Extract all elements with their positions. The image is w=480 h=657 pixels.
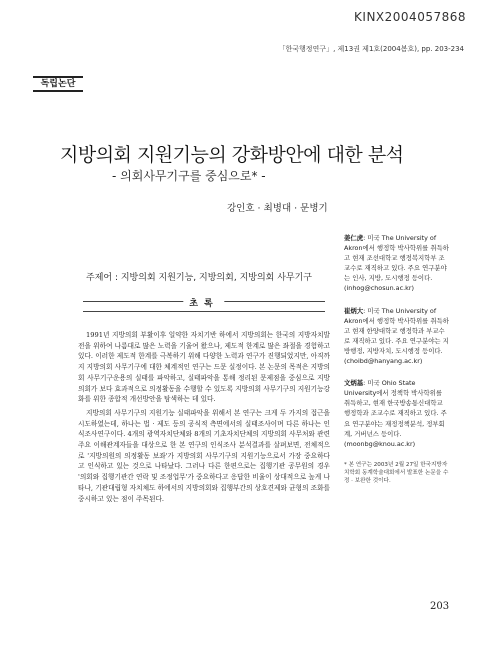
abstract-rule-bottom	[83, 311, 325, 312]
paper-title: 지방의회 지원기능의 강화방안에 대한 분석	[60, 144, 404, 166]
author-bio-text: : 미국 The University of Akron에서 행정학 박사학위를 취득하고 현재 조선대학교 행정복지학부 조교수로 재직하고 있다. 주요 연구분야는 인사, 지방, 도시행정 등이다.	[344, 234, 449, 283]
author-bio-email: (choibd@hanyang.ac.kr)	[344, 357, 423, 366]
keywords	[86, 270, 312, 283]
abstract-heading: 초록	[183, 296, 224, 309]
author-bio-text: : 미국 Ohio State University에서 정책학 박사학위를 취득하고, 현재 한국방송통신대학교 행정학과 조교수로 재직하고 있다. 주요 연구분야는 재정정책분석, 정부회계, 거버넌스 등이다.	[344, 379, 447, 438]
author-bio-name: 文炳基	[344, 379, 364, 388]
abstract-header	[83, 294, 325, 318]
footnote: * 본 연구는 2003년 2월 27일 한국지방자치학회 동계학술대회에서 발표한 논문을 수정 · 보완한 것이다.	[344, 461, 449, 485]
author-bios	[344, 233, 449, 485]
page-number: 203	[430, 601, 450, 612]
author-bio-email: (inhog@chosun.ac.kr)	[344, 284, 414, 293]
author-bio-email: (moonbg@knou.ac.kr)	[344, 439, 416, 448]
keyword-item: 지방의회	[199, 273, 234, 283]
document-id: KINX2004057868	[354, 10, 466, 24]
keywords-label: 주제어 :	[86, 273, 118, 283]
author-bio	[344, 233, 449, 294]
author-list: 강인호 · 최병대 · 문병기	[227, 203, 328, 214]
abstract-paragraph: 지방의회 사무기구의 지원기능 실태파악을 위해서 본 연구는 크게 두 가지의 접근을 시도하였는데, 하나는 법 · 제도 등의 공식적 측면에서의 실태조사이며 다른 하나는 인식조사연구이다. 4개의 광역자치단체와 8개의 기초자치단체의 지방의회 사무처와 관련 주요 이해관계자들을 대상으로 한 본 연구의 인식조사 분석결과를 살펴보면, 전체적으로 '지방의원의 의정활동 보좌'가 지방의회 사무기구의 지원기능으로서 가장 중요하다고 인식하고 있는 것으로 나타났다. 그러나 다른 한편으로는 집행기관 공무원의 경우 '의회와 집행기관간 연락 및 조정업무'가 중요하다고 응답한 비율이 상대적으로 높게 나타나, 기관대립형 자치체도 하에서의 지방의회와 집행부간의 상호견제와 균형의 조화를 중시하고 있는 점이 주목된다.	[78, 408, 330, 503]
author-bio-name: 崔炳大	[344, 306, 364, 315]
author-bio-text: : 미국 The University of Akron에서 행정학 박사학위를 취득하고 현재 한양대학교 행정학과 부교수로 재직하고 있다. 주요 연구분야는 지방행정, 지방자치, 도시행정 등이다.	[344, 306, 449, 355]
keyword-separator: ,	[233, 273, 237, 283]
paper-subtitle: - 의회사무기구를 중심으로* -	[112, 169, 266, 183]
author-bio	[344, 378, 449, 449]
journal-reference: 「한국행정연구」, 제13권 제1호(2004봄호), pp. 203-234	[278, 45, 464, 53]
abstract-body	[78, 330, 330, 507]
abstract-paragraph: 1991년 지방의회 부활이후 일약한 자치기반 하에서 지방의회는 한국의 지방자치발전을 위하여 나름대로 많은 노력을 기울여 왔으나, 제도적 한계로 많은 좌절을 경험하고 있다. 이러한 제도적 한계를 극복하기 위해 다양한 노력과 연구가 진행되었지만, 아직까지 지방의회 사무기구에 대한 체계적인 연구는 드문 실정이다. 본 논문의 목적은 지방의회 사무기구운용의 실태를 파악하고, 실태파악을 통해 정리된 문제점을 중심으로 지방의회가 보다 효과적으로 의정활동을 수행할 수 있도록 지방의회 사무기구의 지원기능강화를 위한 종합적 개선방안을 탐색하는 데 있다.	[78, 331, 330, 404]
author-bio-name: 姜仁虎	[344, 234, 364, 242]
keyword-item: 지방의회 지원기능	[120, 273, 194, 283]
keyword-separator: ,	[193, 273, 197, 283]
author-bio	[344, 306, 449, 367]
keyword-item: 지방의회 사무기구	[239, 273, 312, 283]
section-label: 독립논단	[33, 76, 83, 92]
